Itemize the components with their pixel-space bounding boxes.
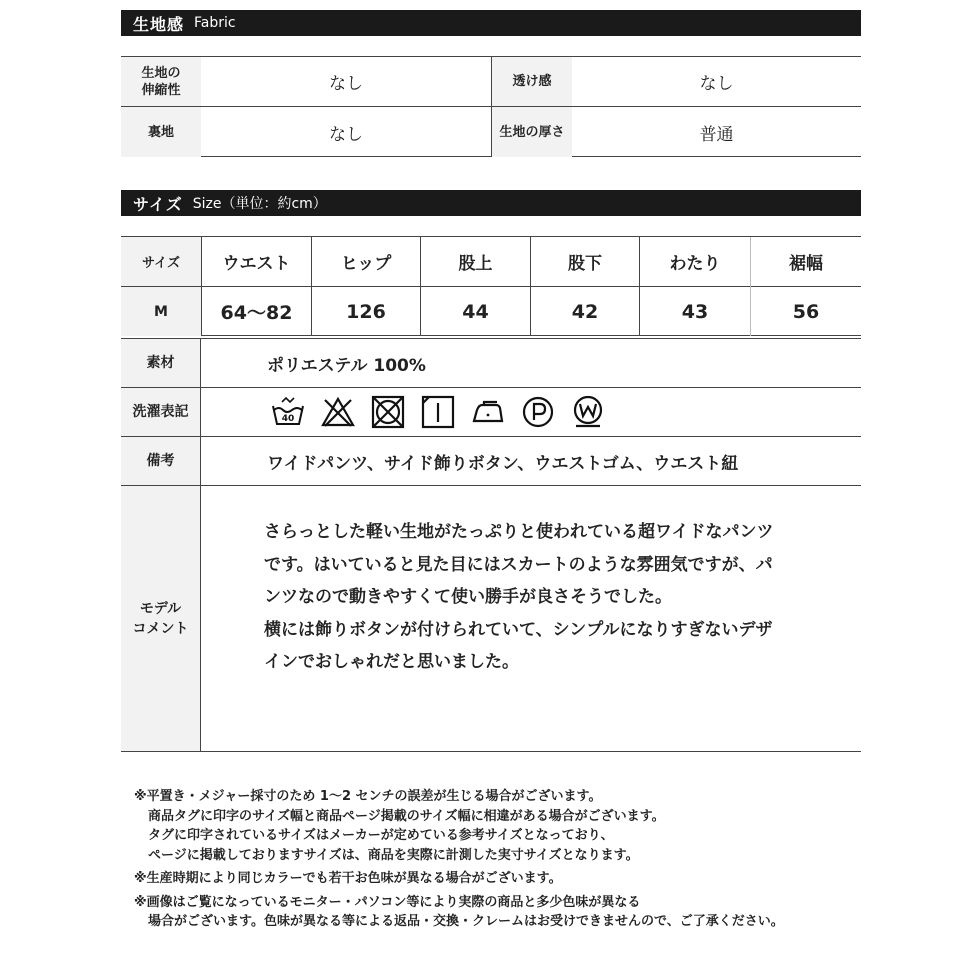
size-title-jp: サイズ	[133, 194, 183, 214]
note-line: ※画像はご覧になっているモニター・パソコン等により実際の商品と多少色味が異なる	[134, 894, 641, 910]
transparency-label: 透け感	[492, 57, 572, 106]
size-header-waist: ウエスト	[222, 254, 291, 274]
note-line: 商品タグに印字のサイズ幅と商品ページ掲載のサイズ幅に相違がある場合がございます。	[148, 808, 665, 824]
size-header-hem: 裾幅	[789, 254, 823, 274]
no-tumble-dry-icon	[369, 393, 407, 431]
comment-line: ンツなので動きやすくて使い勝手が良さそうでした。	[264, 587, 672, 607]
remarks-label: 備考	[121, 437, 201, 485]
size-value-waist: 64〜82	[220, 302, 293, 324]
note-block	[134, 787, 874, 865]
remarks-value: ワイドパンツ、サイド飾りボタン、ウエストゴム、ウエスト紐	[267, 453, 739, 474]
note-line: タグに印字されているサイズはメーカーが定めている参考サイズとなっており、	[148, 828, 614, 843]
thickness-value: 普通	[699, 124, 734, 145]
note-line: 場合がございます。色味が異なる等による返品・交換・クレームはお受けできませんので、ご了承ください。	[148, 914, 784, 929]
fabric-title-en: Fabric	[194, 15, 236, 31]
size-title-en: Size（単位：約cm）	[192, 196, 327, 212]
lining-label: 裏地	[121, 107, 201, 157]
size-section-header	[121, 190, 861, 216]
note-block	[134, 893, 874, 932]
thickness-label: 生地の厚さ	[492, 107, 572, 157]
size-value-rise: 44	[462, 300, 489, 323]
size-header-thigh: わたり	[669, 254, 721, 274]
notes	[134, 787, 874, 936]
size-value-hip: 126	[346, 300, 386, 323]
divider	[639, 237, 640, 336]
divider	[201, 237, 202, 336]
size-value-inseam: 42	[571, 300, 599, 323]
comment-line: さらっとした軽い生地がたっぷりと使われている超ワイドなパンツ	[264, 522, 774, 542]
size-header-rise: 股上	[458, 254, 493, 274]
hand-wash-40-icon	[269, 393, 307, 431]
note-line: ※生産時期により同じカラーでも若干お色味が異なる場合がございます。	[134, 871, 562, 886]
fabric-table	[121, 56, 861, 157]
fabric-title-jp: 生地感	[133, 14, 185, 34]
hand-wash-temp: 40	[281, 414, 295, 424]
comment-row	[121, 486, 861, 751]
comment-line: インでおしゃれだと思いました。	[264, 652, 519, 672]
comment-line: 横には飾りボタンが付けられていて、シンプルになりすぎないデザ	[264, 619, 773, 640]
material-label: 素材	[121, 339, 201, 387]
stretch-value: なし	[329, 74, 363, 94]
divider	[530, 237, 531, 336]
note-block	[134, 869, 874, 889]
divider	[420, 237, 421, 336]
size-header-hip: ヒップ	[340, 254, 392, 274]
size-value-label: M	[121, 287, 201, 336]
material-row	[121, 339, 861, 388]
divider	[491, 57, 492, 157]
lining-value: なし	[329, 124, 363, 145]
details-table	[121, 338, 861, 752]
material-value: ポリエステル 100%	[267, 355, 426, 376]
note-line: ページに掲載しておりますサイズは、商品を実際に計測した実寸サイズとなります。	[148, 847, 639, 863]
size-table	[121, 236, 861, 336]
care-label: 洗濯表記	[121, 388, 201, 436]
dry-clean-p-icon	[519, 393, 557, 431]
wet-clean-w-icon	[569, 393, 607, 431]
comment-label: モデル コメント	[121, 486, 201, 751]
comment-line: です。はいていると見た目にはスカートのような雰囲気ですが、パ	[264, 554, 773, 575]
size-value-thigh: 43	[681, 300, 709, 323]
no-bleach-icon	[319, 393, 357, 431]
iron-low-icon	[469, 393, 507, 431]
comment-text	[264, 516, 824, 679]
remarks-row	[121, 437, 861, 486]
size-header-label: サイズ	[121, 237, 201, 286]
transparency-value: なし	[699, 74, 734, 94]
divider	[750, 237, 751, 336]
fabric-section-header	[121, 10, 861, 36]
care-row	[121, 388, 861, 437]
size-value-hem: 56	[792, 300, 820, 323]
size-header-inseam: 股下	[568, 254, 602, 274]
note-line: ※平置き・メジャー採寸のため 1〜2 センチの誤差が生じる場合がございます。	[134, 789, 602, 804]
stretch-label: 生地の 伸縮性	[121, 57, 201, 106]
care-icons	[269, 388, 619, 436]
divider	[311, 237, 312, 336]
line-dry-shade-icon	[419, 393, 457, 431]
